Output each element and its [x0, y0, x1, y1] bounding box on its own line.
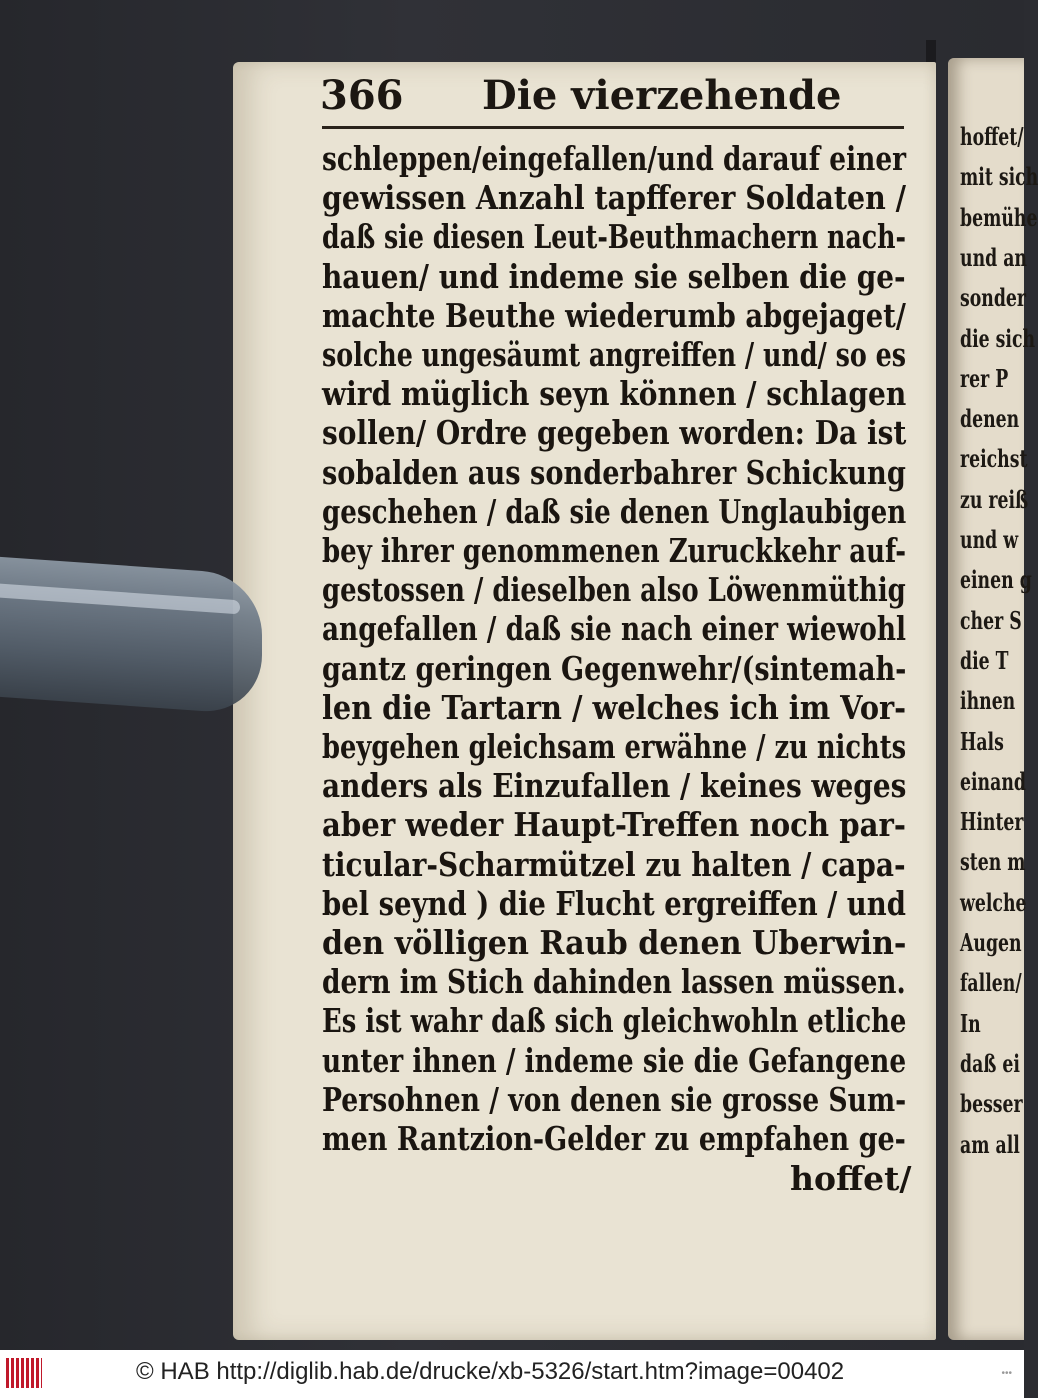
text-line: Es ist wahr daß sich gleichwohln etliche — [322, 1001, 907, 1041]
text-line: wird müglich seyn können / schlagen — [322, 374, 907, 414]
facing-page-fragment: besser — [960, 1089, 1023, 1119]
facing-page-fragment: ihnen — [960, 686, 1016, 716]
text-line: beygehen gleichsam erwähne / zu nichts — [322, 727, 907, 766]
facing-page-fragment: die sich — [960, 323, 1036, 353]
page-number: 366 — [320, 72, 404, 119]
text-line: angefallen / daß sie nach einer wiewohl — [322, 609, 906, 649]
text-line: bel seynd ) die Flucht ergreiffen / und — [322, 883, 906, 923]
text-line: aber weder Haupt-Treffen noch par- — [322, 805, 906, 845]
text-line: gewissen Anzahl tapfferer Soldaten / — [322, 178, 907, 218]
facing-page-fragment: cher S — [960, 605, 1022, 635]
facing-page-fragment: In — [960, 1008, 981, 1038]
page-header — [320, 68, 910, 128]
text-line: gantz geringen Gegenwehr/(sintemah- — [322, 648, 907, 688]
facing-page-fragment: und an — [960, 242, 1027, 272]
facing-page-fragment: mit sich — [960, 162, 1038, 192]
facing-page-fragment: einen g — [960, 565, 1032, 595]
facing-page-fragment: am all — [960, 1129, 1020, 1159]
text-line: solche ungesäumt angreiffen / und/ so es — [322, 335, 907, 374]
text-line: geschehen / daß sie denen Unglaubigen — [322, 491, 907, 531]
facing-page-fragment: sonder — [960, 283, 1027, 313]
catchword: hoffet/ — [790, 1159, 912, 1198]
running-head: Die vierzehende — [482, 72, 842, 119]
facing-page-fragment: Hals — [960, 726, 1004, 756]
text-line: den völligen Raub denen Uberwin- — [322, 923, 907, 962]
library-logo — [6, 1358, 42, 1388]
text-line: unter ihnen / indeme sie die Gefangene — [322, 1040, 907, 1080]
text-line: gestossen / dieselben also Löwenmüthig — [322, 570, 906, 610]
facing-page-fragment: denen — [960, 404, 1020, 434]
header-rule — [322, 126, 904, 129]
text-line: hauen/ und indeme sie selben die ge- — [322, 256, 906, 296]
text-line: men Rantzion-Gelder zu empfahen ge- — [322, 1119, 906, 1158]
facing-page-fragment: reichst — [960, 444, 1028, 474]
text-line: daß sie diesen Leut-Beuthmachern nach- — [322, 217, 906, 257]
text-line: anders als Einzufallen / keines weges — [322, 766, 907, 806]
footer-marks: ••• — [1001, 1368, 1012, 1379]
footer-bar — [0, 1350, 1024, 1398]
facing-page-fragment: rer P — [960, 363, 1009, 393]
text-line: sollen/ Ordre gegeben worden: Da ist — [322, 413, 907, 453]
text-line: Persohnen / von denen sie grosse Sum- — [322, 1079, 907, 1119]
facing-page-fragment: sten m — [960, 847, 1026, 877]
footer-credit: © HAB http://diglib.hab.de/drucke/xb-5326/start.htm?image=00402 — [136, 1358, 845, 1385]
text-line: ticular-Scharmützel zu halten / capa- — [322, 844, 906, 884]
facing-page-fragment: welche — [960, 887, 1027, 917]
text-line: schleppen/eingefallen/und darauf einer — [322, 139, 907, 178]
holding-strap — [0, 557, 262, 715]
facing-page-fragment: hoffet/ — [960, 122, 1024, 151]
facing-page-fragment: die T — [960, 645, 1009, 675]
text-line: sobalden aus sonderbahrer Schickung — [322, 452, 906, 492]
text-line: len die Tartarn / welches ich im Vor- — [322, 687, 907, 727]
facing-page-fragment: einand — [960, 766, 1026, 796]
facing-page-fragment: und w — [960, 525, 1019, 554]
text-line: machte Beuthe wiederumb abgejaget/ — [322, 295, 906, 335]
facing-page-fragment: Hinter — [960, 807, 1024, 837]
facing-page-fragment: daß ei — [960, 1048, 1020, 1078]
facing-page-fragment: bemühe — [960, 202, 1038, 232]
facing-page-fragment: fallen/ — [960, 968, 1022, 998]
facing-page-fragment: zu reiß — [960, 484, 1029, 514]
facing-page-fragment: Augen — [960, 928, 1022, 957]
text-line: dern im Stich dahinden lassen müssen. — [322, 962, 906, 1002]
text-line: bey ihrer genommenen Zuruckkehr auf- — [322, 531, 907, 570]
facing-page — [948, 58, 1038, 1340]
